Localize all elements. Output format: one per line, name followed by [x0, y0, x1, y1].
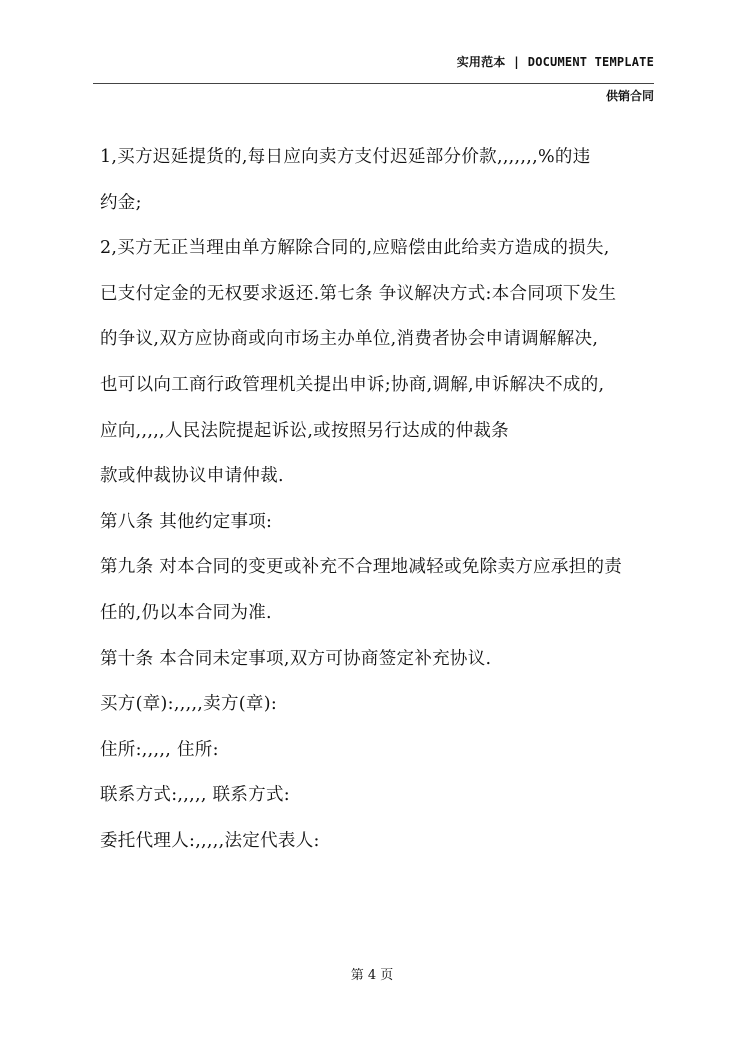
body-line: 款或仲裁协议申请仲裁.: [100, 466, 284, 487]
document-header-title: 实用范本 | DOCUMENT TEMPLATE: [456, 55, 654, 69]
body-line: 2,买方无正当理由单方解除合同的,应赔偿由此给卖方造成的损失,: [100, 238, 610, 259]
body-line: 任的,仍以本合同为准.: [100, 602, 272, 623]
body-line: 已支付定金的无权要求返还.第七条 争议解决方式:本合同项下发生: [100, 283, 617, 304]
body-line: 买方(章):,,,,,卖方(章):: [100, 694, 278, 715]
contract-body: [100, 140, 660, 870]
page-number: 第 4 页: [350, 968, 394, 983]
body-line: 也可以向工商行政管理机关提出申诉;协商,调解,申诉解决不成的,: [100, 374, 605, 395]
body-line: 1,买方迟延提货的,每日应向卖方支付迟延部分价款,,,,,,,%的违: [100, 147, 591, 167]
document-header-subtitle: 供销合同: [605, 89, 654, 103]
body-line: 第十条 本合同未定事项,双方可协商签定补充协议.: [100, 648, 492, 669]
body-line: 住所:,,,,, 住所:: [100, 739, 219, 760]
body-line: 的争议,双方应协商或向市场主办单位,消费者协会申请调解解决,: [100, 329, 599, 350]
body-line: 应向,,,,,人民法院提起诉讼,或按照另行达成的仲裁条: [100, 420, 509, 441]
body-line: 第八条 其他约定事项:: [100, 511, 273, 532]
body-line: 第九条 对本合同的变更或补充不合理地减轻或免除卖方应承担的责: [100, 557, 623, 578]
header-divider: [93, 83, 654, 84]
body-line: 约金;: [100, 192, 142, 213]
body-line: 联系方式:,,,,, 联系方式:: [100, 785, 290, 806]
body-line: 委托代理人:,,,,,法定代表人:: [100, 830, 320, 851]
